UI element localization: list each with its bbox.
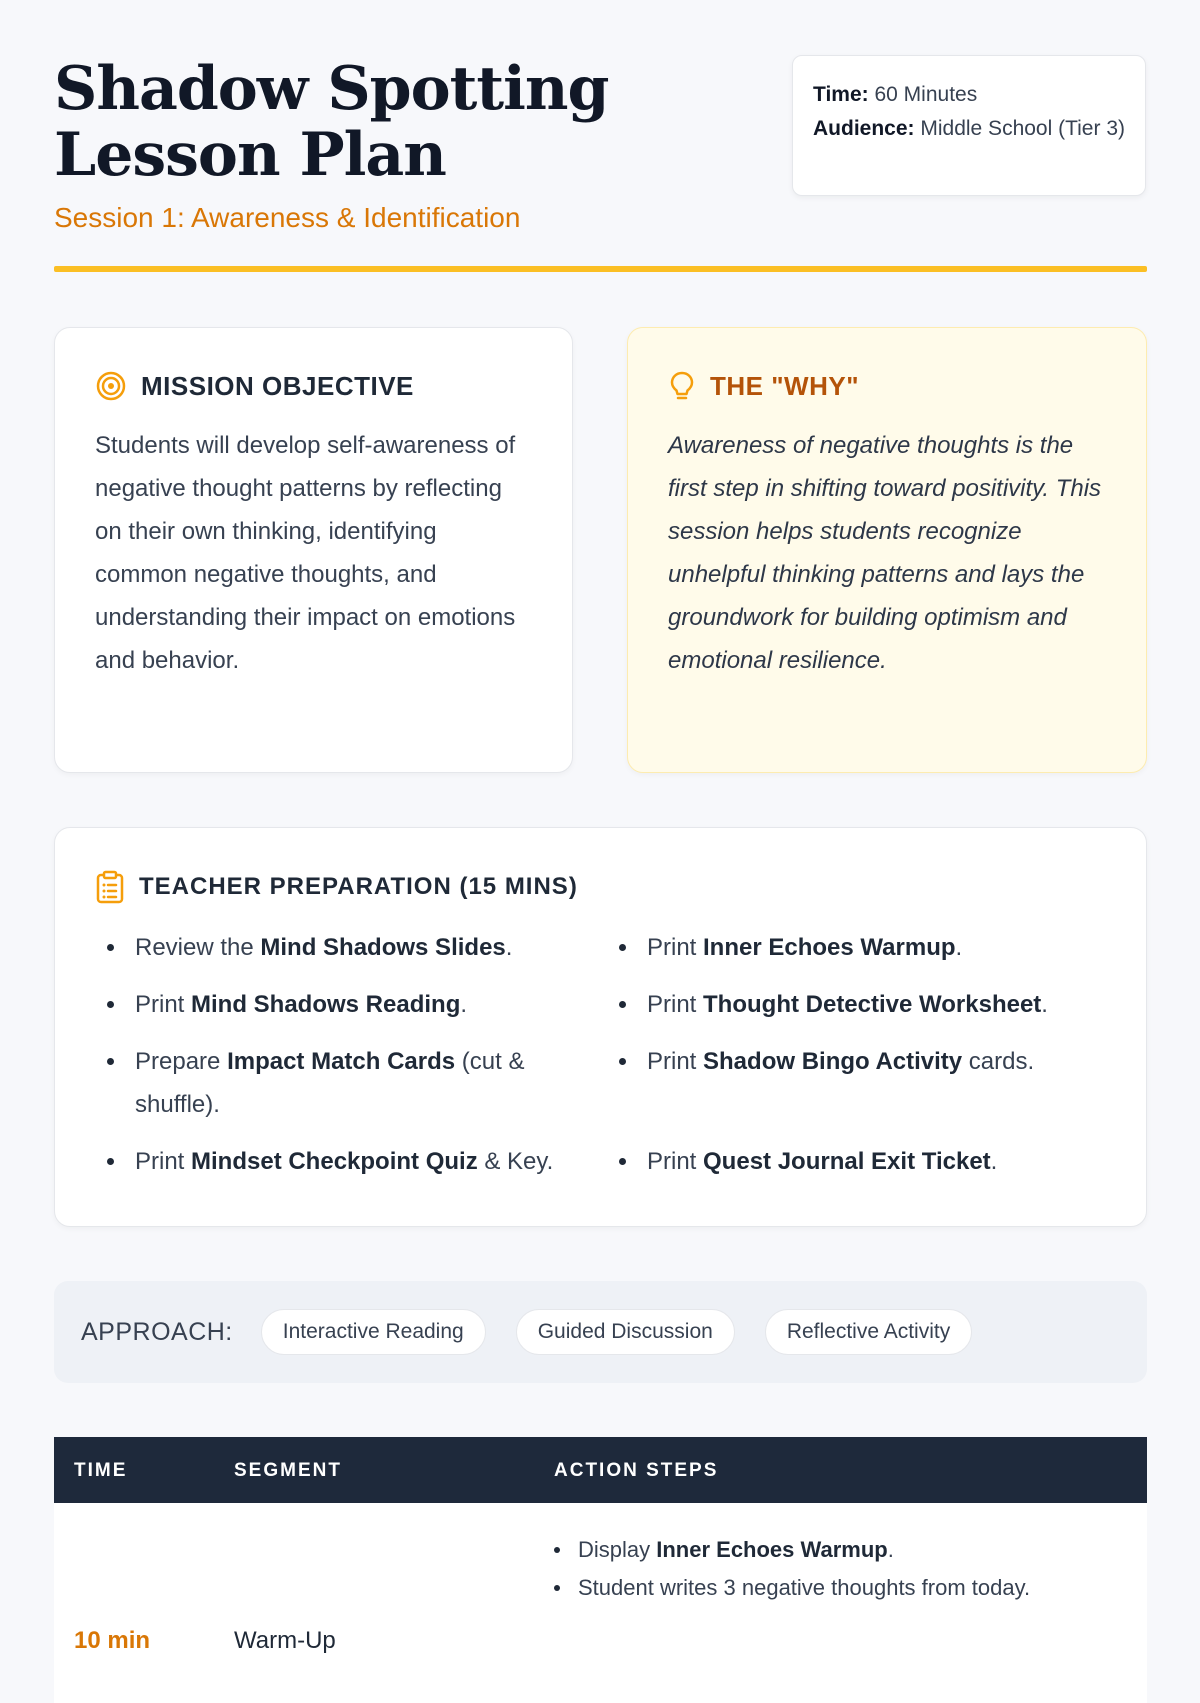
approach-tag: Interactive Reading	[261, 1309, 486, 1355]
prep-item-material: Inner Echoes Warmup	[703, 934, 956, 961]
why-card	[627, 327, 1147, 773]
meta-audience-label: Audience:	[813, 117, 915, 140]
approach-label: APPROACH:	[81, 1317, 233, 1346]
action-step-text: .	[887, 1537, 894, 1562]
prep-item-text: Print	[647, 1148, 704, 1175]
prep-item-material: Thought Detective Worksheet	[703, 991, 1042, 1018]
lesson-schedule-table	[54, 1437, 1147, 1654]
prep-item-text: Print	[647, 1048, 704, 1075]
prep-item	[95, 1040, 607, 1126]
action-step	[554, 1531, 1030, 1569]
action-step-text: Display	[578, 1537, 657, 1562]
prep-list-left	[95, 926, 607, 1197]
prep-item-text: Print	[135, 1148, 192, 1175]
prep-item-text: Print	[647, 991, 704, 1018]
meta-box	[792, 55, 1146, 196]
approach-tag: Guided Discussion	[516, 1309, 735, 1355]
prep-item-material: Mind Shadows Slides	[260, 934, 506, 961]
prep-item-text: .	[1041, 991, 1048, 1018]
table-row	[54, 1503, 1147, 1703]
header-divider	[54, 266, 1147, 272]
meta-time	[813, 78, 1125, 112]
mission-objective-card	[54, 327, 573, 773]
why-title: THE "WHY"	[710, 370, 860, 401]
prep-item-text: .	[460, 991, 468, 1018]
mission-objective-title: MISSION OBJECTIVE	[141, 370, 414, 401]
row-time: 10 min	[74, 1627, 151, 1654]
table-header	[54, 1437, 1147, 1503]
prep-item	[95, 983, 607, 1026]
page-subtitle: Session 1: Awareness & Identification	[54, 202, 521, 233]
page-title: Shadow Spotting Lesson Plan	[54, 54, 609, 190]
action-step-text: Student writes 3 negative thoughts from today.	[578, 1575, 1031, 1600]
prep-item-material: Mind Shadows Reading	[191, 991, 461, 1018]
prep-item-text: .	[505, 934, 513, 961]
row-action-steps	[554, 1531, 1030, 1607]
prep-item-text: Review the	[135, 934, 261, 961]
teacher-preparation-title: TEACHER PREPARATION (15 MINS)	[139, 873, 578, 900]
row-segment: Warm-Up	[234, 1627, 336, 1654]
prep-item	[95, 1140, 607, 1183]
prep-item-material: Quest Journal Exit Ticket	[703, 1148, 991, 1175]
prep-item	[607, 1040, 1107, 1083]
teacher-preparation-heading	[95, 870, 1106, 904]
meta-time-label: Time:	[813, 83, 869, 106]
prep-item-text: cards.	[962, 1048, 1035, 1075]
meta-time-value: 60 Minutes	[874, 83, 978, 106]
prep-item	[607, 926, 1107, 969]
prep-list-right	[607, 926, 1107, 1197]
prep-item-material: Shadow Bingo Activity	[703, 1048, 963, 1075]
column-header-segment: SEGMENT	[234, 1460, 342, 1481]
mission-objective-heading	[95, 370, 532, 402]
action-step-material: Inner Echoes Warmup	[656, 1537, 888, 1562]
prep-item-text: Print	[135, 991, 192, 1018]
prep-item-text: .	[955, 934, 963, 961]
prep-item	[607, 1140, 1107, 1183]
prep-item-text: Prepare	[135, 1048, 228, 1075]
meta-audience	[813, 112, 1125, 146]
prep-item-text: Print	[647, 934, 704, 961]
approach-bar	[54, 1281, 1147, 1383]
prep-item-text: (cut & shuffle).	[135, 1048, 525, 1118]
prep-item-material: Mindset Checkpoint Quiz	[191, 1148, 478, 1175]
mission-objective-text: Students will develop self-awareness of negative thought patterns by reflecting on their own thinking, identifying common negative thoughts, and understanding their impact on emotions and behavior.	[95, 432, 516, 674]
meta-audience-value: Middle School (Tier 3)	[920, 117, 1125, 140]
column-header-actions: ACTION STEPS	[554, 1460, 719, 1481]
prep-item	[95, 926, 607, 969]
prep-item-text: & Key.	[477, 1148, 554, 1175]
prep-checklist	[95, 926, 1106, 1197]
action-step	[554, 1569, 1030, 1607]
why-heading	[668, 370, 1106, 402]
teacher-preparation-card	[54, 827, 1147, 1227]
lightbulb-icon	[668, 370, 696, 402]
prep-item	[607, 983, 1107, 1026]
approach-tag: Reflective Activity	[765, 1309, 972, 1355]
target-icon	[95, 370, 127, 402]
prep-item-text: .	[990, 1148, 998, 1175]
clipboard-icon	[95, 870, 125, 904]
why-text: Awareness of negative thoughts is the first step in shifting toward positivity. This session helps students recognize unhelpful thinking patterns and lays the groundwork for building optimism and emotional resilience.	[668, 432, 1102, 674]
column-header-time: TIME	[74, 1460, 128, 1481]
prep-item-material: Impact Match Cards	[227, 1048, 456, 1075]
